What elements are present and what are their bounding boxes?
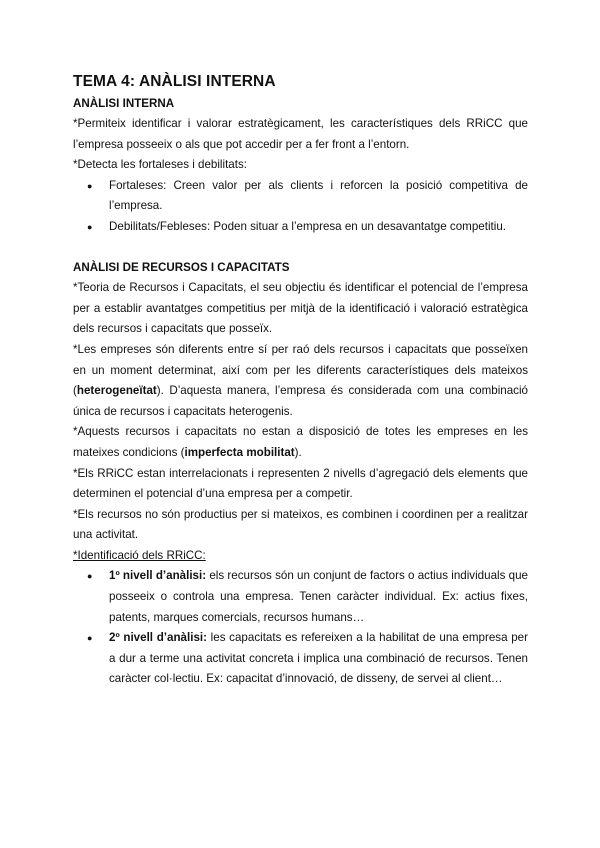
list-item-text: Fortaleses: Creen valor per als clients i reforcen la posició competitiva de l’empresa. <box>109 178 528 213</box>
bullet-list <box>73 176 528 238</box>
underlined-paragraph: *Identificació dels RRiCC: <box>73 548 206 562</box>
paragraph: *Els RRiCC estan interrelacionats i representen 2 nivells d’agregació dels elements que determinen el potencial d’una empresa per a competir. <box>73 466 528 501</box>
paragraph: *Teoria de Recursos i Capacitats, el seu objectiu és identificar el potencial de l’empresa per a establir avantatges competitius per mitjà de la identificació i valoració estratègica dels recursos i capacitats que posseïx. <box>73 281 528 336</box>
bullet-icon: ● <box>87 571 93 582</box>
list-item <box>73 217 528 238</box>
list-item <box>73 176 528 217</box>
paragraph-text: ). D’aquesta manera, l’empresa és considerada com una combinació única de recursos i capacitats heterogenis. <box>73 384 528 418</box>
bullet-icon: ● <box>87 180 93 191</box>
list-item <box>73 628 528 690</box>
paragraph-text: ). <box>294 445 302 459</box>
bullet-list <box>73 566 528 690</box>
bold-term: heterogeneïtat <box>76 384 157 398</box>
section-heading-analisi-interna: ANÀLISI INTERNA <box>73 97 175 110</box>
bullet-icon: ● <box>87 221 93 232</box>
bold-term: imperfecta mobilitat <box>184 445 295 459</box>
list-item-text: les capacitats es refereixen a la habilitat de una empresa per a dur a terme una activitat concreta i implica una combinació de recursos. Tenen caràcter col·lectiu. Ex: capacitat d’innovació, de disseny, de servei al client… <box>109 631 528 686</box>
list-item-label: 1º nivell d’anàlisi: <box>109 569 207 583</box>
paragraph: *Els recursos no són productius per si mateixos, es combinen i coordinen per a realitzar una activitat. <box>73 507 528 542</box>
list-item-text: els recursos són un conjunt de factors o actius individuals que posseeix o controla una empresa. Tenen caràcter individual. Ex: actius fixes, patents, marques comercials, recursos humans… <box>109 569 528 624</box>
list-item-text: Debilitats/Febleses: Poden situar a l’empresa en un desavantatge competitiu. <box>109 219 506 233</box>
document-body <box>73 70 528 690</box>
list-item <box>73 566 528 628</box>
section-heading-recursos-capacitats: ANÀLISI DE RECURSOS I CAPACITATS <box>73 261 290 275</box>
paragraph-text: *Les empreses són diferents entre sí per raó dels recursos i capacitats que posseïxen en un moment determinat, així com per les diferents característiques dels mateixos ( <box>73 342 528 398</box>
paragraph: *Permiteix identificar i valorar estratègicament, les característiques dels RRiCC que l’empresa posseeix o als que pot accedir per a fer front a l’entorn. <box>73 117 528 151</box>
paragraph-text: *Aquests recursos i capacitats no estan a disposició de totes les empreses en les mateixes condicions ( <box>73 425 528 459</box>
bullet-icon: ● <box>87 633 93 644</box>
list-item-label: 2º nivell d’anàlisi: <box>109 631 207 645</box>
spacer <box>73 238 528 259</box>
paragraph: *Detecta les fortaleses i debilitats: <box>73 158 247 172</box>
paragraph <box>73 340 528 422</box>
page-title: TEMA 4: ANÀLISI INTERNA <box>73 73 276 90</box>
paragraph <box>73 422 528 463</box>
